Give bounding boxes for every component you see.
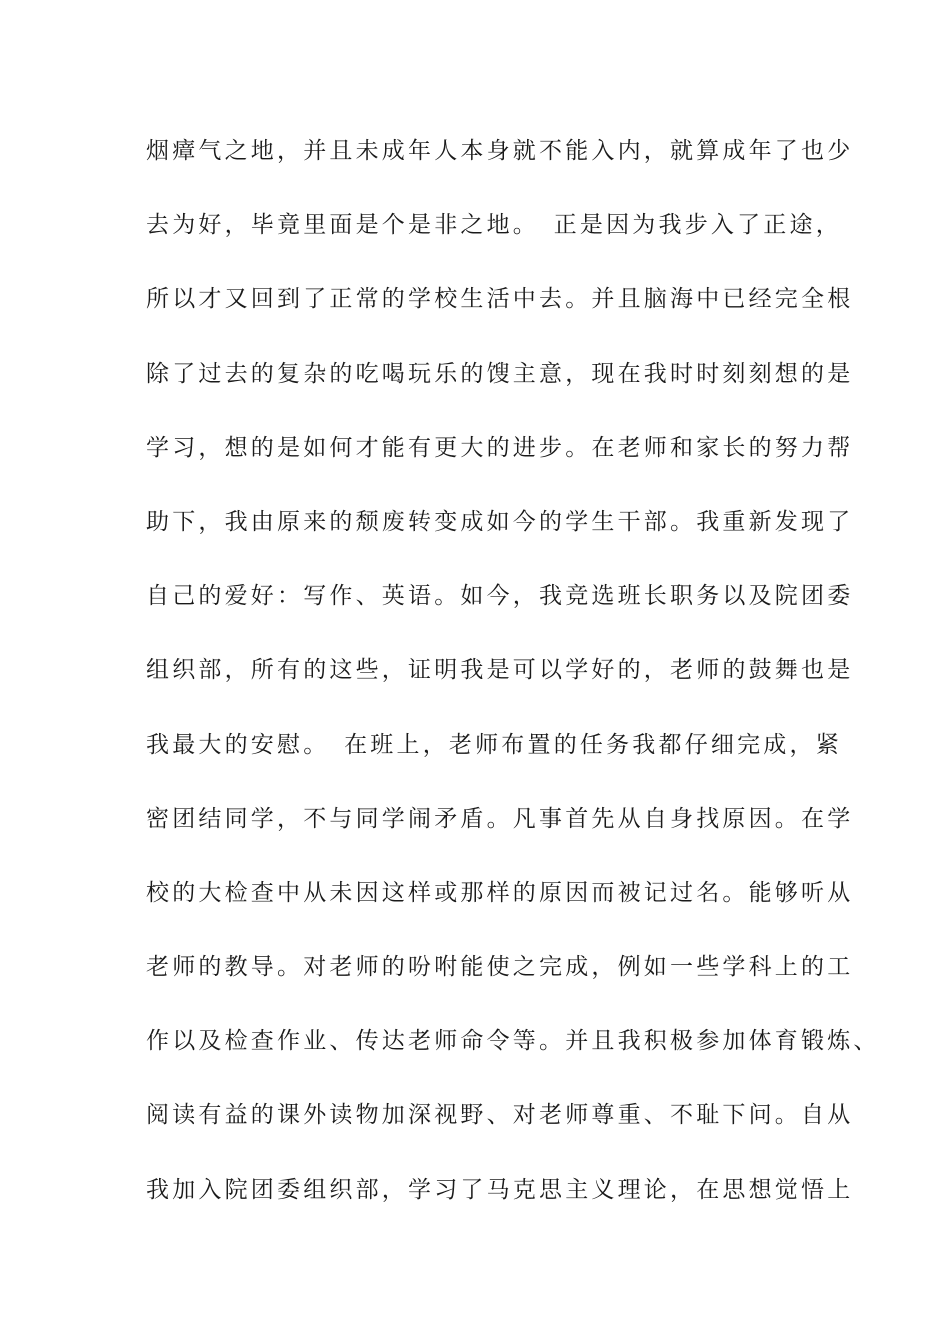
body-text	[146, 131, 880, 1244]
text-line-3: 所以才又回到了正常的学校生活中去。并且脑海中已经完全根	[146, 286, 854, 313]
text-line-5: 学习，想的是如何才能有更大的进步。在老师和家长的努力帮	[146, 434, 854, 461]
text-line-6: 助下，我由原来的颓废转变成如今的学生干部。我重新发现了	[146, 508, 854, 535]
text-line-12: 老师的教导。对老师的吩咐能使之完成，例如一些学科上的工	[146, 954, 854, 981]
text-line-11: 校的大检查中从未因这样或那样的原因而被记过名。能够听从	[146, 879, 854, 906]
text-line-14: 阅读有益的课外读物加深视野、对老师尊重、不耻下问。自从	[146, 1102, 854, 1129]
text-line-15: 我加入院团委组织部，学习了马克思主义理论，在思想觉悟上	[146, 1176, 854, 1203]
text-line-9: 我最大的安慰。 在班上，老师布置的任务我都仔细完成，紧	[146, 731, 842, 758]
text-line-7: 自己的爱好：写作、英语。如今，我竞选班长职务以及院团委	[146, 583, 854, 610]
text-line-13: 作以及检查作业、传达老师命令等。并且我积极参加体育锻炼、	[146, 1028, 880, 1055]
text-line-1: 烟瘴气之地，并且未成年人本身就不能入内，就算成年了也少	[146, 138, 854, 164]
text-line-2: 去为好，毕竟里面是个是非之地。 正是因为我步入了正途，	[146, 212, 842, 239]
text-line-10: 密团结同学，不与同学闹矛盾。凡事首先从自身找原因。在学	[146, 805, 854, 832]
text-line-4: 除了过去的复杂的吃喝玩乐的馊主意，现在我时时刻刻想的是	[146, 360, 854, 387]
text-line-8: 组织部，所有的这些，证明我是可以学好的，老师的鼓舞也是	[146, 657, 854, 684]
